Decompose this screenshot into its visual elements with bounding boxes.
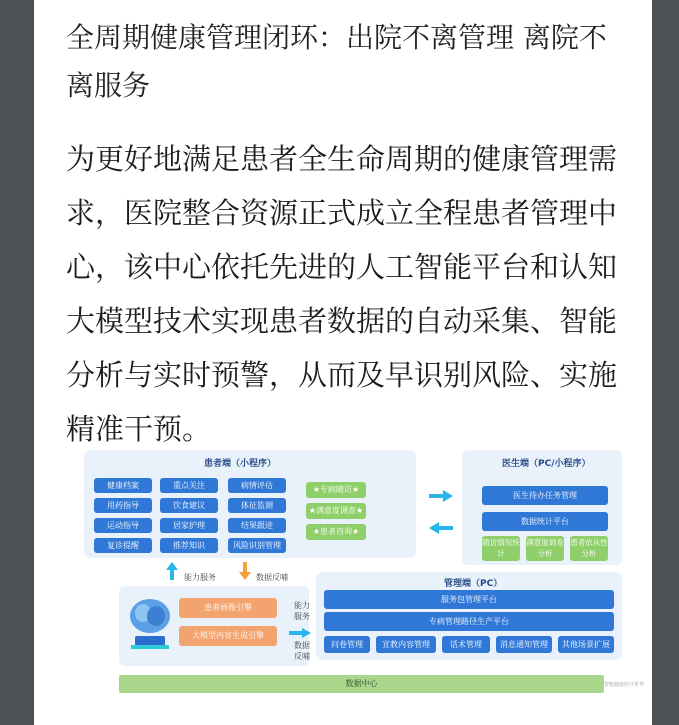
patient-item: 运动指导 <box>94 518 152 533</box>
article-page <box>34 0 652 725</box>
patient-panel-title: 患者端（小程序） <box>204 459 277 469</box>
admin-item: 话术管理 <box>442 636 490 653</box>
watermark: 智能健康医疗世界 <box>604 682 645 688</box>
admin-item: 其他场景扩展 <box>558 636 614 653</box>
arrow-right-icon <box>289 628 311 638</box>
patient-item: 病情评估 <box>228 478 286 493</box>
patient-item: 居家护理 <box>160 518 218 533</box>
flow-label-feedback: 数据反哺 <box>294 641 310 661</box>
flow-label-feedback: 数据反哺 <box>256 573 288 582</box>
patient-item: 风险识别管理 <box>228 538 286 553</box>
left-gutter <box>0 0 34 725</box>
doctor-panel-title: 医生端（PC/小程序） <box>502 459 591 469</box>
data-center-bar: 数据中心 <box>119 675 604 693</box>
admin-item: 宣教内容管理 <box>376 636 436 653</box>
patient-item: 用药指导 <box>94 498 152 513</box>
admin-panel <box>316 572 622 660</box>
ai-engine-panel <box>119 586 309 666</box>
patient-item: 复诊提醒 <box>94 538 152 553</box>
doctor-panel <box>462 450 622 565</box>
doctor-stat: 满意度调查分析 <box>526 536 564 561</box>
patient-feature: ★专病随访★ <box>306 482 366 498</box>
admin-panel-title: 管理端（PC） <box>444 579 503 589</box>
admin-bar: 专病管理路径生产平台 <box>324 612 614 631</box>
article-paragraph: 为更好地满足患者全生命周期的健康管理需求，医院整合资源正式成立全程患者管理中心，该中心依托先进的人工智能平台和认知大模型技术实现患者数据的自动采集、智能分析与实时预警，从而及早识别风险、实施精准干预。 <box>66 142 618 446</box>
arrow-right-icon <box>429 490 453 502</box>
admin-item: 消息通知管理 <box>496 636 552 653</box>
brain-chip-icon <box>127 596 173 654</box>
patient-item: 结果跟进 <box>228 518 286 533</box>
patient-item: 健康档案 <box>94 478 152 493</box>
admin-item: 问卷管理 <box>324 636 370 653</box>
ai-engine: 患者画像引擎 <box>179 598 277 618</box>
article-title: 全周期健康管理闭环：出院不离管理 离院不离服务 <box>66 21 607 102</box>
ai-engine: 大模型内容生成引擎 <box>179 626 277 646</box>
patient-item: 推荐知识 <box>160 538 218 553</box>
arrow-down-icon <box>239 562 251 580</box>
patient-item: 体征监测 <box>228 498 286 513</box>
patient-item: 饮食建议 <box>160 498 218 513</box>
admin-bar: 服务包管理平台 <box>324 590 614 609</box>
patient-feature: ★满意度调查★ <box>306 503 366 519</box>
flow-label-ability: 能力服务 <box>184 573 216 582</box>
arrow-up-icon <box>166 562 178 580</box>
right-scrollbar[interactable] <box>652 0 679 725</box>
flow-label-ability: 能力服务 <box>294 601 310 621</box>
doctor-item: 医生待办任务管理 <box>482 486 608 505</box>
doctor-stat: 随访情况统计 <box>482 536 520 561</box>
arrow-left-icon <box>429 522 453 534</box>
system-diagram <box>84 450 645 700</box>
doctor-stat: 患者依从性分析 <box>570 536 608 561</box>
doctor-item: 数据统计平台 <box>482 512 608 531</box>
patient-panel <box>84 450 416 558</box>
patient-item: 重点关注 <box>160 478 218 493</box>
patient-feature: ★患者咨询★ <box>306 524 366 540</box>
